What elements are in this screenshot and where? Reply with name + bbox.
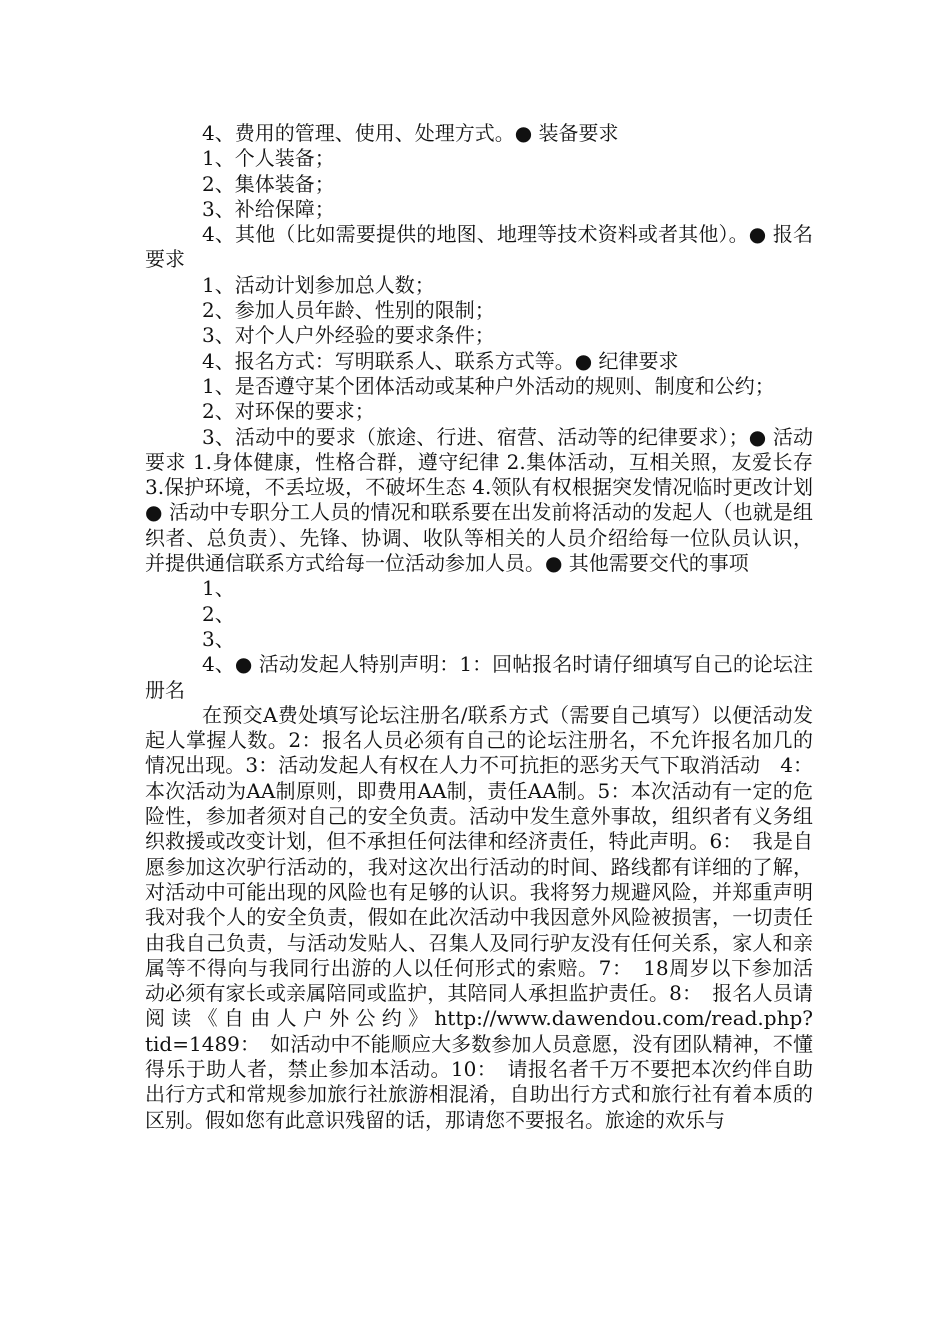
paragraph-age-gender: 2、参加人员年龄、性别的限制； (202, 298, 495, 323)
paragraph-activity-requirements: 3、活动中的要求（旅途、行进、宿营、活动等的纪律要求）；● 活动要求 1.身体健康，性格合群，遵守纪律 2.集体活动，互相关照，友爱长存 3.保护环境，不丢垃圾，不破坏生态 4.领队有权根据突发情况临时更改计划● 活动中专职分工人员的情况和联系要在出发前将活动的发起人（也就是组织者、总负责）、先锋、协调、收队等相关的人员介绍给每一位队员认识，并提供通信联系方式给每一位活动参加人员。● 其他需要交代的事项 (145, 424, 813, 576)
paragraph-total-participants: 1、活动计划参加总人数； (202, 272, 435, 297)
paragraph-other-item-3: 3、 (202, 626, 235, 651)
paragraph-organizer-statement: 4、● 活动发起人特别声明：1：回帖报名时请仔细填写自己的论坛注册名 (145, 652, 813, 702)
paragraph-other-item-1: 1、 (202, 576, 235, 601)
paragraph-group-gear: 2、集体装备； (202, 171, 335, 196)
paragraph-experience: 3、对个人户外经验的要求条件； (202, 323, 495, 348)
paragraph-fee-management: 4、费用的管理、使用、处理方式。● 装备要求 (202, 121, 619, 145)
paragraph-other-item-2: 2、 (202, 601, 235, 626)
paragraph-other-gear: 4、其他（比如需要提供的地图、地理等技术资料或者其他）。● 报名要求 (145, 222, 813, 272)
paragraph-environment: 2、对环保的要求； (202, 399, 375, 424)
document-page (145, 121, 813, 1133)
paragraph-disclaimer: 在预交A费处填写论坛注册名/联系方式（需要自己填写）以便活动发起人掌握人数。2：报名人员必须有自己的论坛注册名，不允许报名加几的情况出现。3：活动发起人有权在人力不可抗拒的恶劣天气下取消活动 4：本次活动为AA制原则，即费用AA制，责任AA制。5：本次活动有一定的危险性，参加者须对自己的安全负责。活动中发生意外事故，组织者有义务组织救援或改变计划，但不承担任何法律和经济责任，特此声明。6： 我是自愿参加这次驴行活动的，我对这次出行活动的时间、路线都有详细的了解，对活动中可能出现的风险也有足够的认识。我将努力规避风险，并郑重声明我对我个人的安全负责，假如在此次活动中我因意外风险被损害，一切责任由我自己负责，与活动发贴人、召集人及同行驴友没有任何关系，家人和亲属等不得向与我同行出游的人以任何形式的索赔。7： 18周岁以下参加活动必须有家长或亲属陪同或监护，其陪同人承担监护责任。8： 报名人员请阅读《自由人户外公约》http://www.dawendou.com/read.php?tid=1489： 如活动中不能顺应大多数参加人员意愿，没有团队精神，不懂得乐于助人者，禁止参加本活动。10： 请报名者千万不要把本次约伴自助出行方式和常规参加旅行社旅游相混淆，自助出行方式和旅行社有着本质的区别。假如您有此意识残留的话，那请您不要报名。旅途的欢乐与 (145, 702, 813, 1132)
paragraph-supply: 3、补给保障； (202, 196, 335, 221)
paragraph-personal-gear: 1、个人装备； (202, 146, 335, 171)
paragraph-signup-method: 4、报名方式：写明联系人、联系方式等。● 纪律要求 (202, 348, 679, 373)
paragraph-rules: 1、是否遵守某个团体活动或某种户外活动的规则、制度和公约； (202, 373, 775, 398)
